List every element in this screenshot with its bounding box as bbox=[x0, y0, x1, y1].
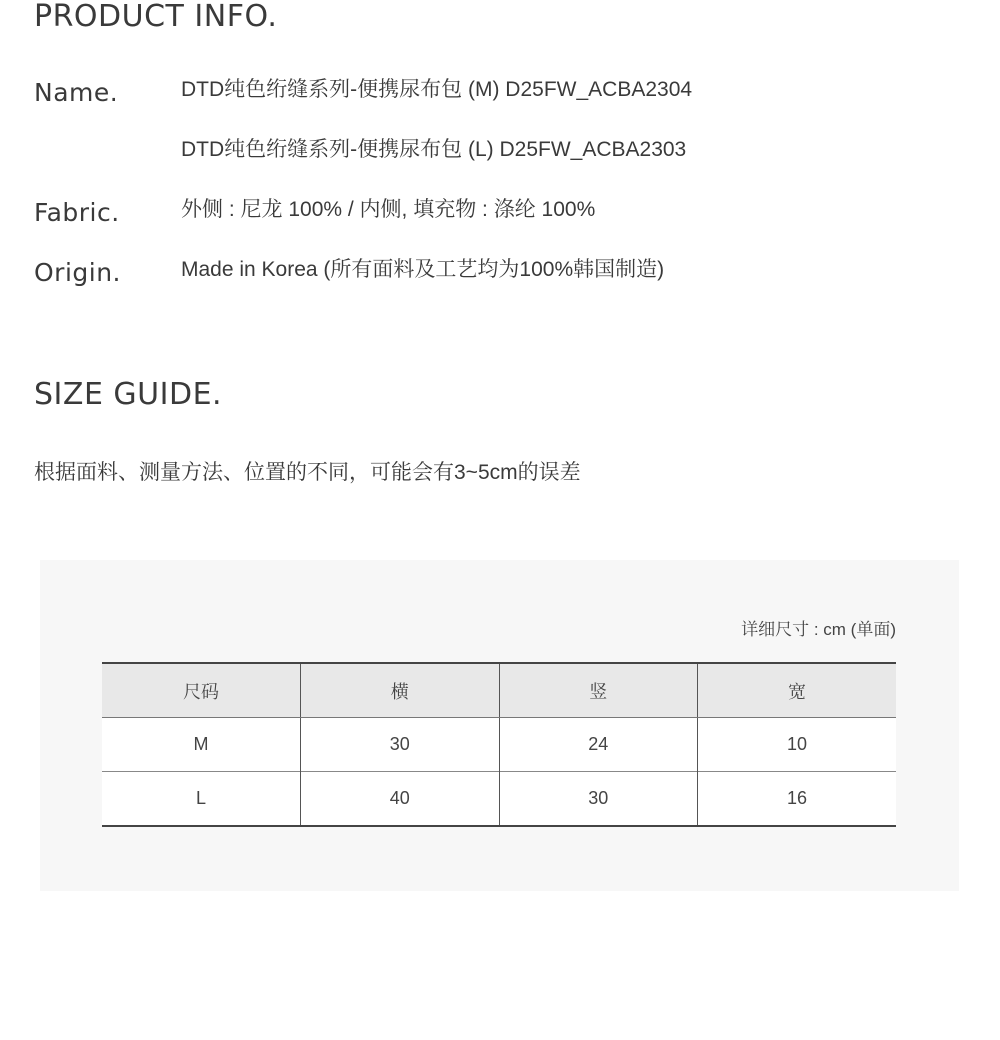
header-depth: 宽 bbox=[698, 663, 897, 718]
cell-size: M bbox=[193, 734, 209, 754]
product-info-title: PRODUCT INFO. bbox=[34, 0, 278, 34]
size-table bbox=[102, 662, 896, 827]
unit-caption: 详细尺寸 : cm (单面) bbox=[741, 620, 896, 639]
cell-depth: 10 bbox=[698, 718, 897, 772]
origin-value: Made in Korea (所有面料及工艺均为100%韩国制造) bbox=[181, 258, 665, 281]
fabric-label: Fabric. bbox=[34, 198, 120, 227]
cell-depth: 16 bbox=[698, 772, 897, 827]
cell-width: 30 bbox=[301, 718, 500, 772]
header-height: 竖 bbox=[499, 663, 698, 718]
fabric-value: 外侧 : 尼龙 100% / 内侧, 填充物 : 涤纶 100% bbox=[181, 198, 596, 221]
name-label: Name. bbox=[34, 78, 119, 107]
product-name-m: DTD纯色绗缝系列-便携尿布包 (M) D25FW_ACBA2304 bbox=[181, 78, 693, 101]
table-row bbox=[102, 718, 896, 772]
origin-label: Origin. bbox=[34, 258, 122, 287]
product-name-l: DTD纯色绗缝系列-便携尿布包 (L) D25FW_ACBA2303 bbox=[181, 138, 687, 161]
cell-height: 30 bbox=[499, 772, 698, 827]
size-tolerance-note: 根据面料、测量方法、位置的不同，可能会有3~5cm的误差 bbox=[34, 461, 581, 484]
table-header-row bbox=[102, 663, 896, 718]
cell-width: 40 bbox=[301, 772, 500, 827]
size-guide-title: SIZE GUIDE. bbox=[34, 377, 223, 412]
header-width: 横 bbox=[301, 663, 500, 718]
header-size: 尺码 bbox=[102, 663, 301, 718]
cell-size: L bbox=[195, 788, 206, 808]
cell-height: 24 bbox=[499, 718, 698, 772]
size-table-panel bbox=[40, 560, 959, 891]
table-row bbox=[102, 772, 896, 827]
